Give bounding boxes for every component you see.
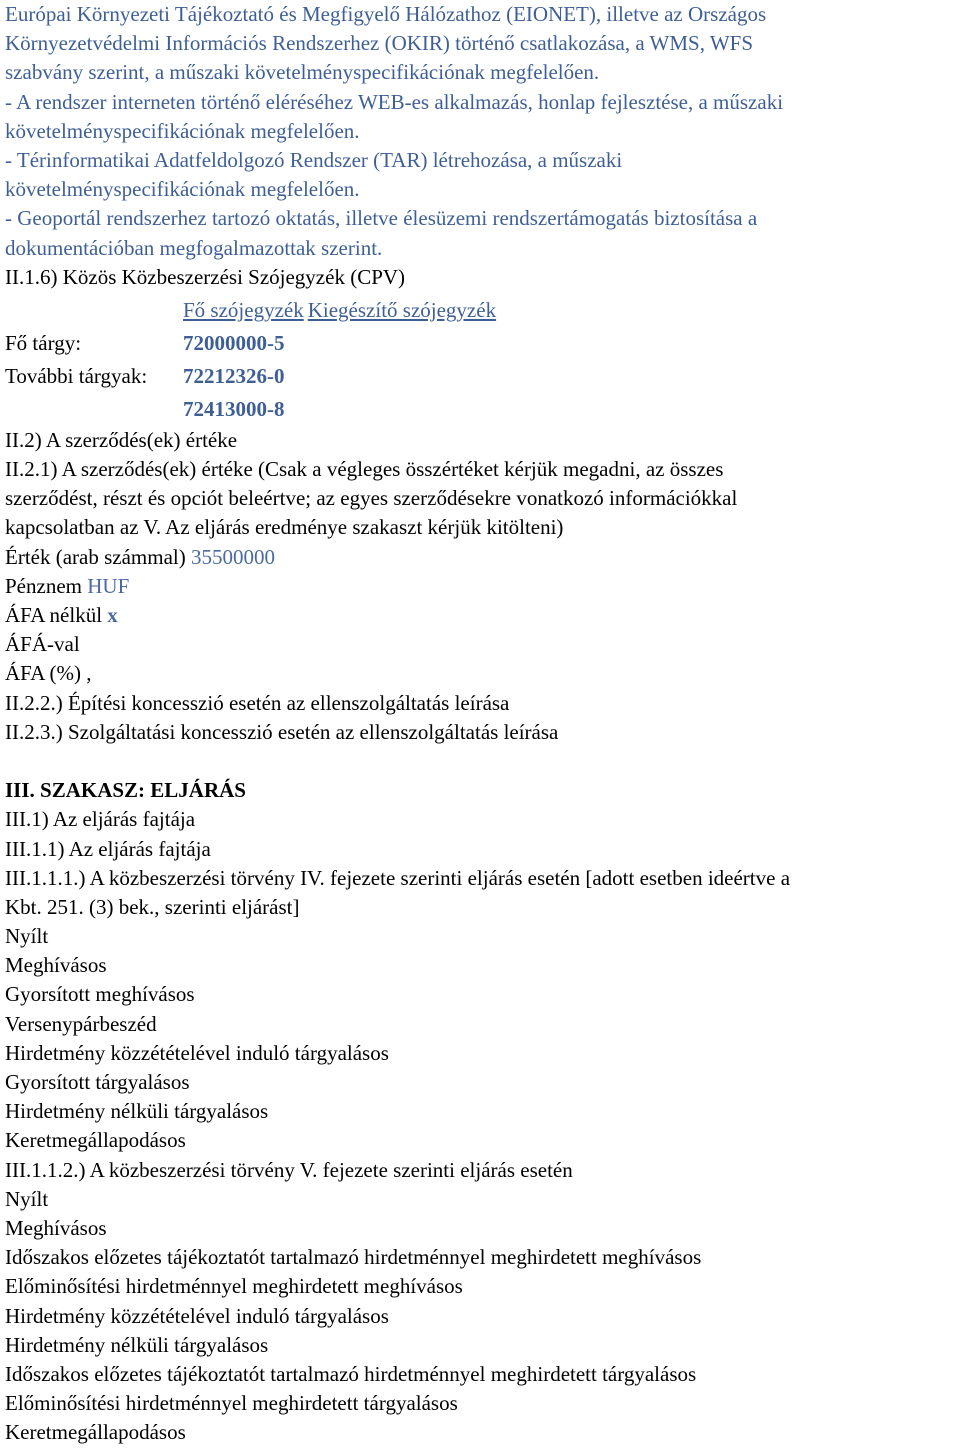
intro-line: - Geoportál rendszerhez tartozó oktatás, illetve élesüzemi rendszertámogatás biztosítása a: [5, 206, 758, 231]
value-heading: II.2) A szerződés(ek) értéke: [5, 427, 238, 452]
procedure-option: Előminősítési hirdetménnyel meghirdetett tárgyalásos: [5, 1391, 458, 1416]
currency-label: Pénznem: [5, 573, 82, 598]
intro-line: dokumentációban megfogalmazottak szerint.: [5, 235, 383, 260]
cpv-table: [5, 294, 504, 426]
cpv-heading: II.1.6) Közös Közbeszerzési Szójegyzék (CPV): [5, 264, 406, 289]
procedure-option: Hirdetmény közzétételével induló tárgyalásos: [5, 1303, 389, 1328]
vat-excl-row: [5, 601, 957, 630]
procedure-option: Előminősítési hirdetménnyel meghirdetett meghívásos: [5, 1274, 463, 1299]
cpv-main-label: Fő tárgy:: [5, 330, 82, 355]
intro-line: - Térinformatikai Adatfeldolgozó Rendszer (TAR) létrehozása, a műszaki: [5, 147, 623, 172]
section-title: III. SZAKASZ: ELJÁRÁS: [5, 778, 246, 803]
intro-line: követelményspecifikációnak megfelelően.: [5, 177, 360, 202]
concession-line: II.2.2.) Építési koncesszió esetén az ellenszolgáltatás leírása: [5, 690, 510, 715]
document-page: [5, 0, 957, 1447]
value-amount: 35500000: [191, 544, 275, 569]
vat-pct-label: ÁFA (%) ,: [5, 661, 92, 686]
intro-line: - A rendszer interneten történő eléréséhez WEB-es alkalmazás, honlap fejlesztése, a műszaki: [5, 89, 784, 114]
currency-value: HUF: [87, 573, 130, 598]
procedure-iv-heading: Kbt. 251. (3) bek., szerinti eljárást]: [5, 894, 300, 919]
procedure-option: Nyílt: [5, 1186, 49, 1211]
procedure-option: Keretmegállapodásos: [5, 1420, 186, 1445]
procedure-option: Meghívásos: [5, 953, 107, 978]
vat-incl-label: ÁFÁ-val: [5, 632, 80, 657]
procedure-option: Meghívásos: [5, 1215, 107, 1240]
value-row: [5, 543, 957, 572]
procedure-iv-heading: III.1.1.1.) A közbeszerzési törvény IV. fejezete szerinti eljárás esetén [adott esetben ideértve a: [5, 865, 791, 890]
vat-excl-mark: x: [107, 603, 118, 627]
procedure-v-heading: III.1.1.2.) A közbeszerzési törvény V. fejezete szerinti eljárás esetén: [5, 1157, 573, 1182]
cpv-main-code: 72000000-5: [183, 330, 285, 355]
value-desc-line: II.2.1) A szerződés(ek) értéke (Csak a végleges összértéket kérjük megadni, az összes: [5, 457, 724, 482]
procedure-option: Hirdetmény közzétételével induló tárgyalásos: [5, 1040, 389, 1065]
cpv-col-main-link[interactable]: Fő szójegyzék: [183, 297, 304, 322]
cpv-extra-code: 72413000-8: [183, 396, 285, 421]
procedure-option: Időszakos előzetes tájékoztatót tartalmazó hirdetménnyel meghirdetett meghívásos: [5, 1245, 702, 1270]
procedure-option: Keretmegállapodásos: [5, 1128, 186, 1153]
procedure-option: Időszakos előzetes tájékoztatót tartalmazó hirdetménnyel meghirdetett tárgyalásos: [5, 1361, 697, 1386]
procedure-option: Gyorsított tárgyalásos: [5, 1070, 190, 1094]
procedure-v-options: [5, 1185, 957, 1448]
procedure-option: Hirdetmény nélküli tárgyalásos: [5, 1332, 269, 1357]
procedure-sub-heading: III.1) Az eljárás fajtája: [5, 807, 196, 832]
value-desc-line: kapcsolatban az V. Az eljárás eredménye szakaszt kérjük kitölteni): [5, 515, 564, 540]
procedure-sub-heading: III.1.1) Az eljárás fajtája: [5, 836, 211, 861]
intro-line: Európai Környezeti Tájékoztató és Megfigyelő Hálózathoz (EIONET), illetve az Országos: [5, 2, 767, 26]
procedure-option: Gyorsított meghívásos: [5, 982, 195, 1007]
concession-line: II.2.3.) Szolgáltatási koncesszió esetén az ellenszolgáltatás leírása: [5, 719, 559, 744]
intro-line: követelményspecifikációnak megfelelően.: [5, 118, 360, 143]
value-label: Érték (arab számmal): [5, 544, 186, 569]
procedure-option: Nyílt: [5, 924, 49, 949]
cpv-extra-label: További tárgyak:: [5, 363, 148, 388]
value-desc-line: szerződést, részt és opciót beleértve; az egyes szerződésekre vonatkozó információkkal: [5, 486, 738, 511]
procedure-option: Hirdetmény nélküli tárgyalásos: [5, 1099, 269, 1124]
intro-block: [5, 0, 957, 263]
cpv-col-supp-link[interactable]: Kiegészítő szójegyzék: [307, 297, 497, 322]
procedure-iv-options: [5, 922, 957, 1156]
vat-excl-label: ÁFA nélkül: [5, 603, 103, 627]
procedure-option: Versenypárbeszéd: [5, 1011, 157, 1036]
intro-line: szabvány szerint, a műszaki követelményspecifikációnak megfelelően.: [5, 60, 600, 85]
intro-line: Környezetvédelmi Információs Rendszerhez (OKIR) történő csatlakozása, a WMS, WFS: [5, 31, 753, 56]
cpv-extra-code: 72212326-0: [183, 363, 285, 388]
currency-row: [5, 572, 957, 601]
